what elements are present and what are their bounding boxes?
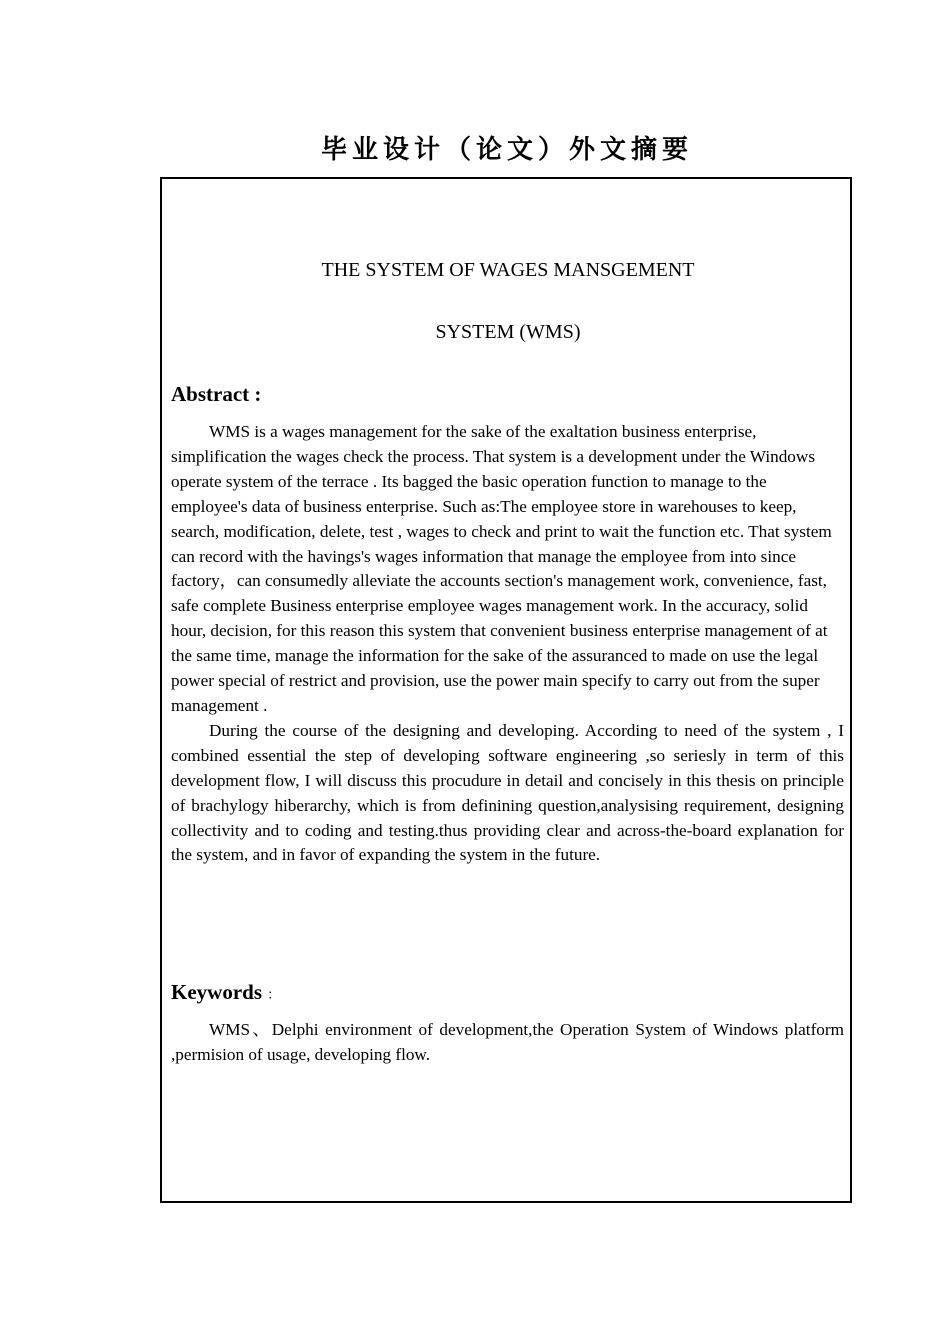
paper-title-line-1: THE SYSTEM OF WAGES MANSGEMENT bbox=[321, 259, 695, 281]
paper-title-line-2: SYSTEM (WMS) bbox=[435, 321, 581, 343]
keywords-body bbox=[171, 1018, 844, 1068]
keywords-label: Keywords bbox=[171, 980, 262, 1004]
abstract-paragraph-1: WMS is a wages management for the sake of the exaltation business enterprise, simplification the wages check the process. That system is a development under the Windows operate system of the terrace . Its bagged the basic operation function to manage to the employee's data of business enterprise. Such as:The employee store in warehouses to keep, search, modification, delete, test , wages to check and print to wait the function etc. That system can record with the havings's wages information that manage the employee from into since factory，can consumedly alleviate the accounts section's management work, convenience, fast, safe complete Business enterprise employee wages management work. In the accuracy, solid hour, decision, for this reason this system that convenient business enterprise management of at the same time, manage the information for the sake of the assuranced to made on use the legal power special of restrict and provision, use the power main specify to carry out from the super management . bbox=[171, 422, 832, 715]
page-heading: 毕业设计（论文）外文摘要 bbox=[320, 135, 693, 165]
keywords-colon: ： bbox=[267, 987, 281, 1002]
abstract-frame bbox=[160, 177, 852, 1203]
abstract-body bbox=[171, 420, 844, 868]
abstract-paragraph-2: During the course of the designing and developing. According to need of the system , I combined essential the step of developing software engineering ,so seriesly in term of this development flow, I will discuss this procudure in detail and concisely in this thesis on principle of brachylogy hiberarchy, which is from definining question,analysising requirement, designing collectivity and to coding and testing.thus providing clear and across-the-board explanation for the system, and in favor of expanding the system in the future. bbox=[171, 720, 844, 865]
keywords-heading bbox=[171, 978, 280, 1009]
abstract-heading: Abstract : bbox=[171, 382, 262, 406]
keywords-paragraph: WMS、Delphi environment of development,the Operation System of Windows platform ,permision of usage, developing flow. bbox=[171, 1020, 844, 1064]
